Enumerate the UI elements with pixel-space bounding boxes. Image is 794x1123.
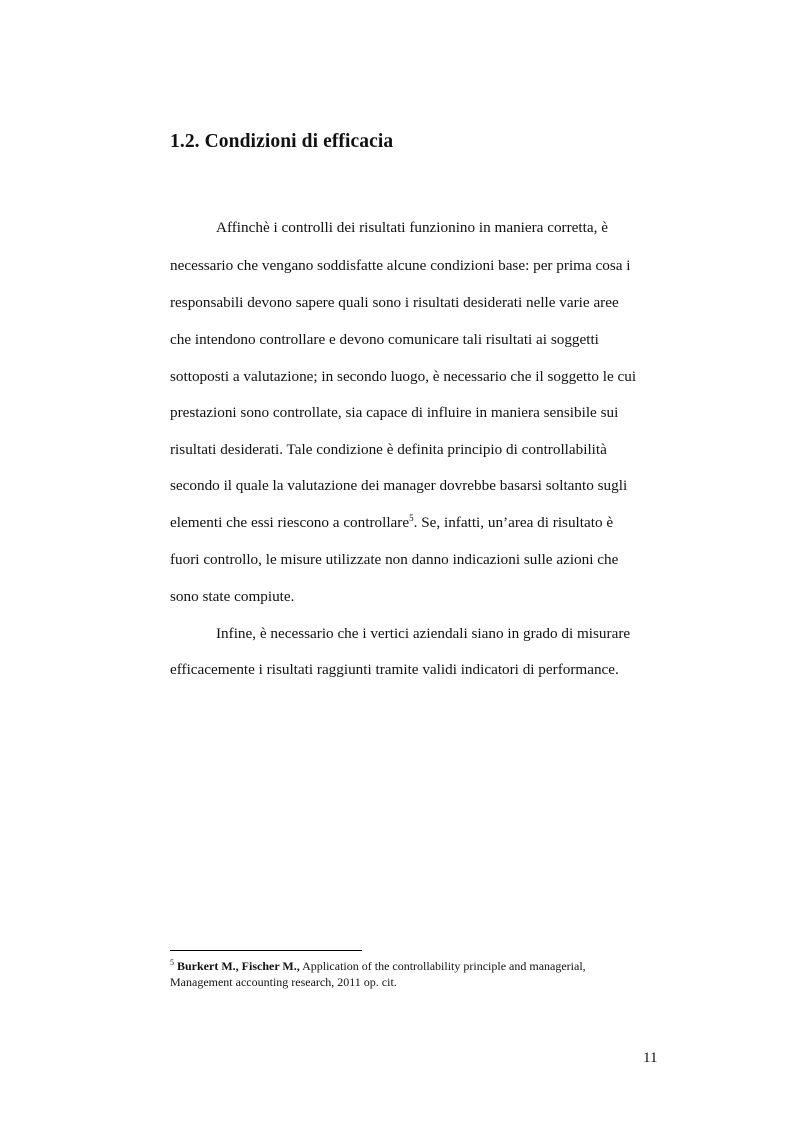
body-line: necessario che vengano soddisfatte alcune condizioni base: per prima cosa i (170, 257, 631, 274)
section-heading: 1.2. Condizioni di efficacia (170, 131, 394, 152)
body-line: Infine, è necessario che i vertici aziendali siano in grado di misurare (216, 625, 631, 642)
body-line: prestazioni sono controllate, sia capace di influire in maniera sensibile sui (170, 404, 619, 421)
body-line: efficacemente i risultati raggiunti tramite validi indicatori di performance. (170, 661, 619, 678)
footnote-number: 5 (170, 958, 174, 967)
footnote-authors: Burkert M., Fischer M., (177, 959, 300, 973)
body-line: fuori controllo, le misure utilizzate non danno indicazioni sulle azioni che (170, 551, 619, 568)
page-number: 11 (643, 1050, 658, 1066)
body-line: Affinchè i controlli dei risultati funzionino in maniera corretta, è (216, 219, 608, 236)
footnote-line: Management accounting research, 2011 op. cit. (170, 975, 397, 989)
body-line: risultati desiderati. Tale condizione è definita principio di controllabilità (170, 441, 607, 458)
footnote-reference[interactable]: 5 (409, 513, 414, 523)
body-line-with-footnote-ref (170, 514, 613, 532)
body-line: sottoposti a valutazione; in secondo luogo, è necessario che il soggetto le cui (170, 368, 637, 385)
body-line: responsabili devono sapere quali sono i risultati desiderati nelle varie aree (170, 294, 619, 311)
body-line: sono state compiute. (170, 588, 295, 605)
body-line: secondo il quale la valutazione dei manager dovrebbe basarsi soltanto sugli (170, 477, 628, 494)
footnote (170, 959, 586, 974)
footnote-title: Application of the controllability principle and managerial, (299, 959, 586, 973)
body-line: che intendono controllare e devono comunicare tali risultati ai soggetti (170, 331, 599, 348)
body-text: elementi che essi riescono a controllare (170, 514, 410, 531)
footnote-separator (170, 950, 362, 951)
body-text: . Se, infatti, un’area di risultato è (413, 514, 614, 531)
